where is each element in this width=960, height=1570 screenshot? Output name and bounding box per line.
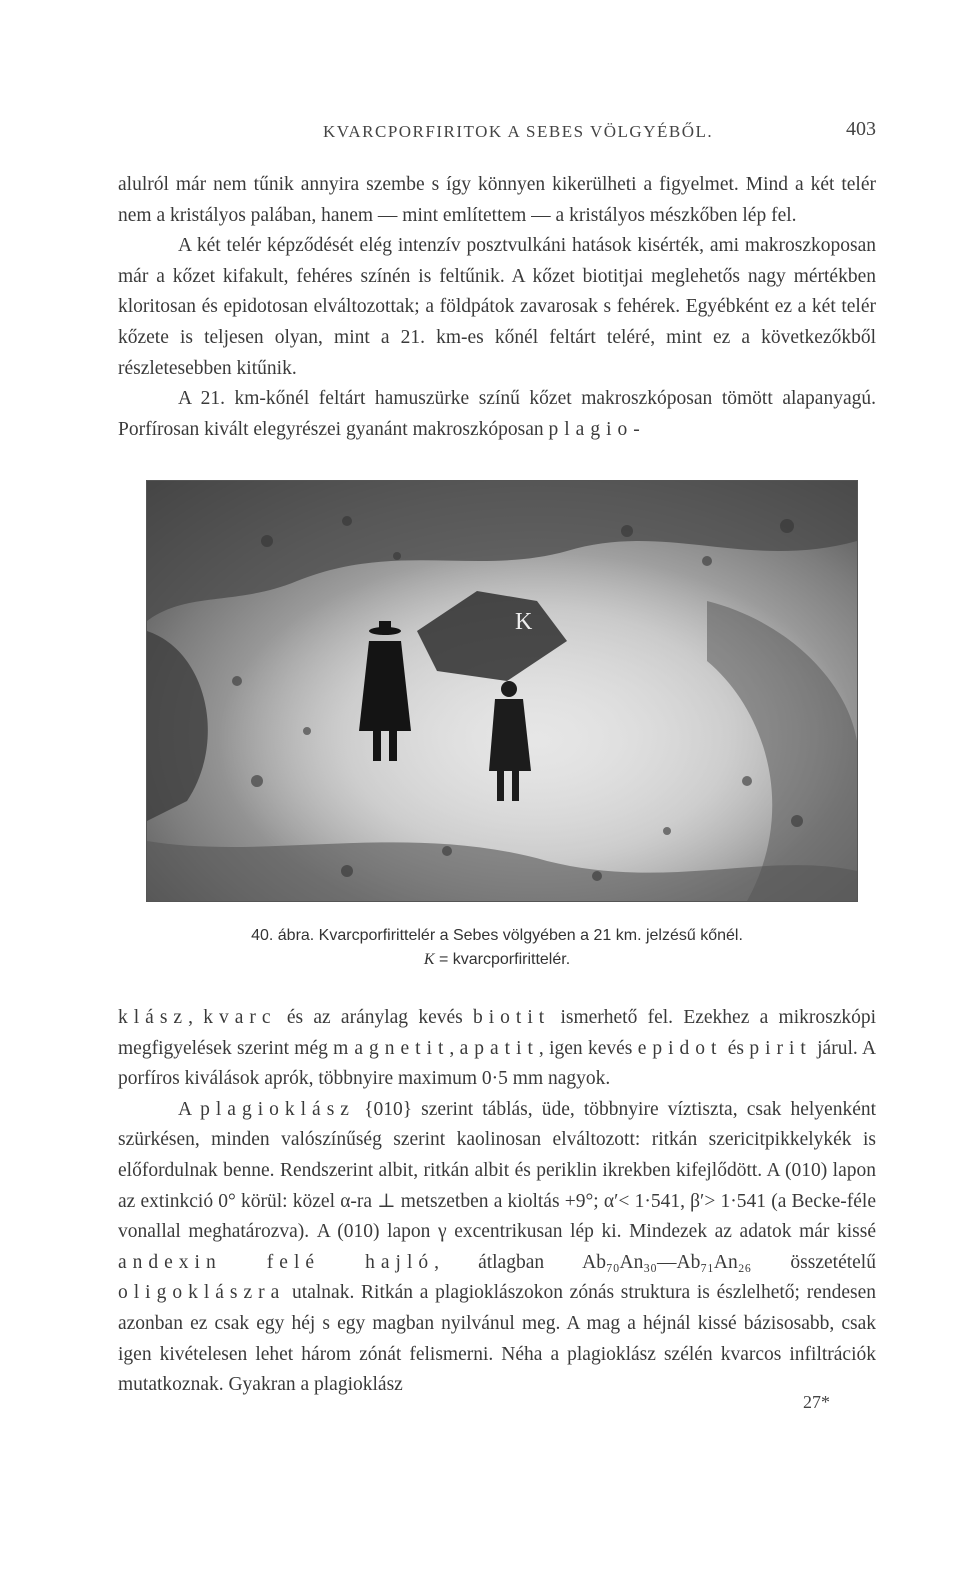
text-run: {010} szerint táblás, üde, többnyire víztiszta, csak helyenként szürkésen, minden valószínűség szerint kaolinosan elváltozott: ritkán szericitpikkelykék is előfordulnak benne. Rendszerint albit, ritkán albit és periklin ikrekben kifejlődött. A (010) lapon az extinkció 0° körül: közel α-ra ⊥ metszetben a kioltás +9°; α′< 1·541, β′> 1·541 (a Becke-féle vonallal meghatározva). A (010) lapon γ excentrikusan lép ki. Mindezek az adatok már kissé xyxy=(118,1098,877,1243)
spaced-mineral: kvarc xyxy=(203,1007,277,1028)
text-run: és az aránylag kevés xyxy=(286,1007,463,1028)
spaced-mineral: klász xyxy=(118,1007,189,1028)
running-header xyxy=(118,118,876,148)
figure-label-k: K xyxy=(515,609,533,635)
photo-illustration xyxy=(147,481,857,901)
text-run: utalnak. Ritkán a plagioklászokon zónás struktura is észlelhető; rendesen azonban ez csak egy héj s egy magban nyilvánul meg. A mag a héjnál kissé bázisosabb, csak igen kivételesen lehet három zónát felismerni. Néha a plagioklász szélén kvarcos infiltrációk mutatkoznak. Gyakran a plagioklász xyxy=(118,1282,876,1396)
spaced-term: oligoklászra xyxy=(118,1282,286,1304)
spaced-mineral: apatit xyxy=(459,1037,539,1059)
paragraph-3-text: A 21. km-kőnél feltárt hamuszürke színű kőzet makroszkóposan tömött alapanyagú. Porfírosan kivált elegyrészei gyanánt makroszkóposan xyxy=(118,388,876,440)
text-run: járul. A porfíros kiválások aprók, többnyire maximum 0·5 mm nagyok. xyxy=(118,1037,877,1090)
spaced-mineral: biotit xyxy=(473,1007,551,1028)
spaced-term: andexin felé hajló xyxy=(118,1251,435,1273)
spaced-mineral: plagioklász xyxy=(200,1098,355,1120)
text-run: , átlagban Ab₇₀An₃₀—Ab₇₁An₂₆ összetételű xyxy=(434,1251,876,1273)
text-run: , igen kevés xyxy=(538,1037,633,1059)
text-run: , xyxy=(188,1007,193,1028)
paragraph-3 xyxy=(118,384,876,445)
spaced-mineral: magnetit xyxy=(333,1037,450,1059)
text-run: és xyxy=(727,1037,744,1059)
paragraph-2: A két telér képződését elég intenzív posztvulkáni hatások kisérték, ami makroszkoposan már a kőzet kifakult, fehéres színén is feltűnik. A kőzet biotitjai meglehetős nagy mértékben kloritosan és epidotosan elváltozottak; a földpátok zavarosak s fehérek. Egyébként ez a két telér kőzete is teljesen olyan, mint a 21. km-es kőnél feltárt teléré, mint ez a következőkből részletesebben kitűnik. xyxy=(118,235,876,379)
text-block-bottom xyxy=(118,1003,876,1401)
figure-caption xyxy=(118,924,876,972)
spaced-term: plagio- xyxy=(548,418,646,440)
text-block-top xyxy=(118,170,876,445)
caption-k-meaning: = kvarcporfirittelér. xyxy=(438,951,571,968)
signature-mark: 27* xyxy=(803,1392,830,1412)
spaced-mineral: epidot xyxy=(637,1037,723,1059)
text-run: , xyxy=(449,1037,455,1059)
page-number: 403 xyxy=(846,118,876,140)
paragraph-4 xyxy=(118,1003,876,1095)
paragraph-1: alulról már nem tűnik annyira szembe s így könnyen kikerülheti a figyelmet. Mind a két telér nem a kristályos palában, hanem — mint említettem — a kristályos mészkőben lép fel. xyxy=(118,174,876,226)
caption-line-2 xyxy=(118,948,876,972)
caption-k-symbol: K xyxy=(423,951,435,968)
text-run: A xyxy=(178,1098,192,1120)
paragraph-5 xyxy=(118,1095,876,1401)
text-run: ismerhető fel. Ezekhez a mikroszkópi megfigyelések szerint még xyxy=(118,1007,877,1059)
spaced-mineral: pirit xyxy=(749,1037,812,1059)
running-title: KVARCPORFIRITOK A SEBES VÖLGYÉBŐL. xyxy=(323,122,714,141)
caption-line-1: 40. ábra. Kvarcporfirittelér a Sebes völgyében a 21 km. jelzésű kőnél. xyxy=(251,927,743,944)
figure-photograph xyxy=(146,480,858,902)
